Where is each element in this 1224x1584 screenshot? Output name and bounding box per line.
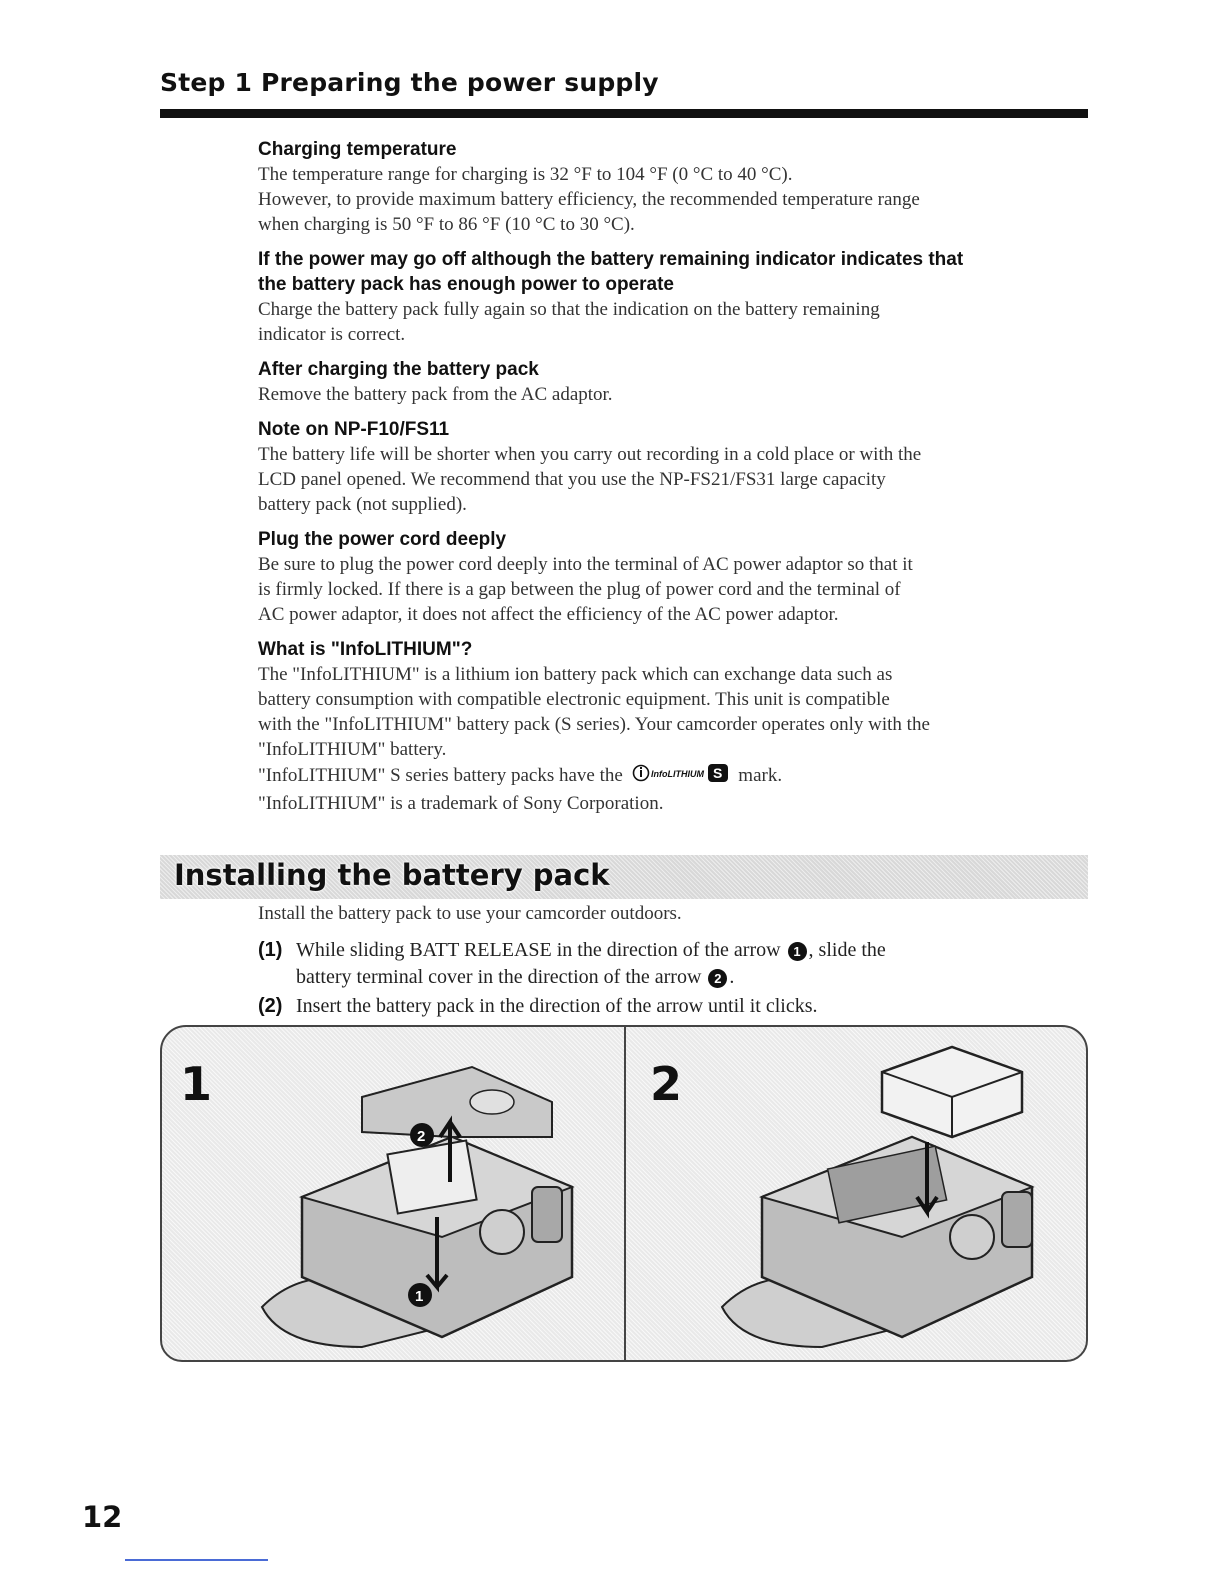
section-title: Installing the battery pack [174,858,610,892]
camcorder-illustration-2 [702,1037,1072,1357]
section-heading: Charging temperature [258,139,457,160]
step-text-part: battery terminal cover in the direction of the arrow [296,966,702,988]
section-charging-temperature [258,137,1093,237]
section-body [258,552,1093,627]
body-line: battery consumption with compatible electronic equipment. This unit is compatible [258,689,890,710]
body-line [258,762,1093,791]
callout-1-label: 1 [415,1288,424,1305]
section-power-off [258,247,1093,347]
step-text [296,937,886,991]
body-line: indicator is correct. [258,324,406,345]
body-line: is firmly locked. If there is a gap between the plug of power cord and the terminal of [258,579,901,600]
arrow-1-badge-icon: 1 [788,942,807,961]
install-intro: Install the battery pack to use your camcorder outdoors. [258,903,682,924]
section-after-charging [258,357,1093,407]
step-text-part: . [729,966,735,988]
body-line: LCD panel opened. We recommend that you use the NP-FS21/FS31 large capacity [258,469,886,490]
body-line: "InfoLITHIUM" battery. [258,739,447,760]
arrow-2-badge-icon: 2 [708,969,727,988]
footer-rule [125,1559,268,1561]
body-line: when charging is 50 °F to 86 °F (10 °C to 30 °C). [258,214,635,235]
camcorder-illustration-1 [242,1057,602,1357]
body-line: "InfoLITHIUM" is a trademark of Sony Corporation. [258,793,664,814]
page-number: 12 [82,1500,123,1534]
section-heading: After charging the battery pack [258,359,539,380]
body-line: The temperature range for charging is 32 °F to 104 °F (0 °C to 40 °C). [258,164,793,185]
title-rule [160,109,1088,118]
body-line: The battery life will be shorter when you carry out recording in a cold place or with the [258,444,922,465]
illustration-figure [160,1025,1088,1362]
section-body [258,382,1093,407]
body-line: Remove the battery pack from the AC adaptor. [258,384,613,405]
panel-number: 2 [650,1057,683,1111]
section-heading: What is "InfoLITHIUM"? [258,639,473,660]
body-line: The "InfoLITHIUM" is a lithium ion battery pack which can exchange data such as [258,664,893,685]
callout-2-label: 2 [417,1128,426,1145]
infolithium-logo-icon [632,762,730,791]
step-text-part: , slide the [808,939,886,961]
page-title: Step 1 Preparing the power supply [160,68,659,97]
section-body [258,297,1093,347]
section-power-cord [258,527,1093,627]
section-note-np-f10 [258,417,1093,517]
body-line: Be sure to plug the power cord deeply into the terminal of AC power adaptor so that it [258,554,913,575]
step-item [258,937,1058,991]
svg-text:InfoLITHIUM: InfoLITHIUM [650,769,704,779]
body-line: battery pack (not supplied). [258,494,467,515]
body-line: However, to provide maximum battery efficiency, the recommended temperature range [258,189,920,210]
step-item [258,993,1058,1020]
figure-divider [624,1027,626,1360]
section-heading: Note on NP-F10/FS11 [258,419,450,440]
section-body [258,662,1093,816]
heading-line: the battery pack has enough power to operate [258,274,674,295]
section-band [160,855,1088,899]
section-heading [258,247,1093,297]
content [258,137,1093,826]
step-text-part: While sliding BATT RELEASE in the direction of the arrow [296,939,781,961]
logo-line-after: mark. [738,764,783,786]
heading-line: If the power may go off although the battery remaining indicator indicates that [258,249,964,270]
section-heading: Plug the power cord deeply [258,529,507,550]
svg-text:S: S [712,765,722,781]
section-body [258,442,1093,517]
body-line: with the "InfoLITHIUM" battery pack (S series). Your camcorder operates only with the [258,714,930,735]
step-number: (2) [258,995,283,1017]
section-infolithium [258,637,1093,816]
section-body [258,162,1093,237]
body-line: Charge the battery pack fully again so that the indication on the battery remaining [258,299,880,320]
logo-line-before: "InfoLITHIUM" S series battery packs have the [258,764,623,786]
step-number: (1) [258,939,283,961]
step-text: Insert the battery pack in the direction of the arrow until it clicks. [296,995,818,1017]
steps-list [258,937,1058,1022]
body-line: AC power adaptor, it does not affect the efficiency of the AC power adaptor. [258,604,839,625]
panel-number: 1 [180,1057,213,1111]
